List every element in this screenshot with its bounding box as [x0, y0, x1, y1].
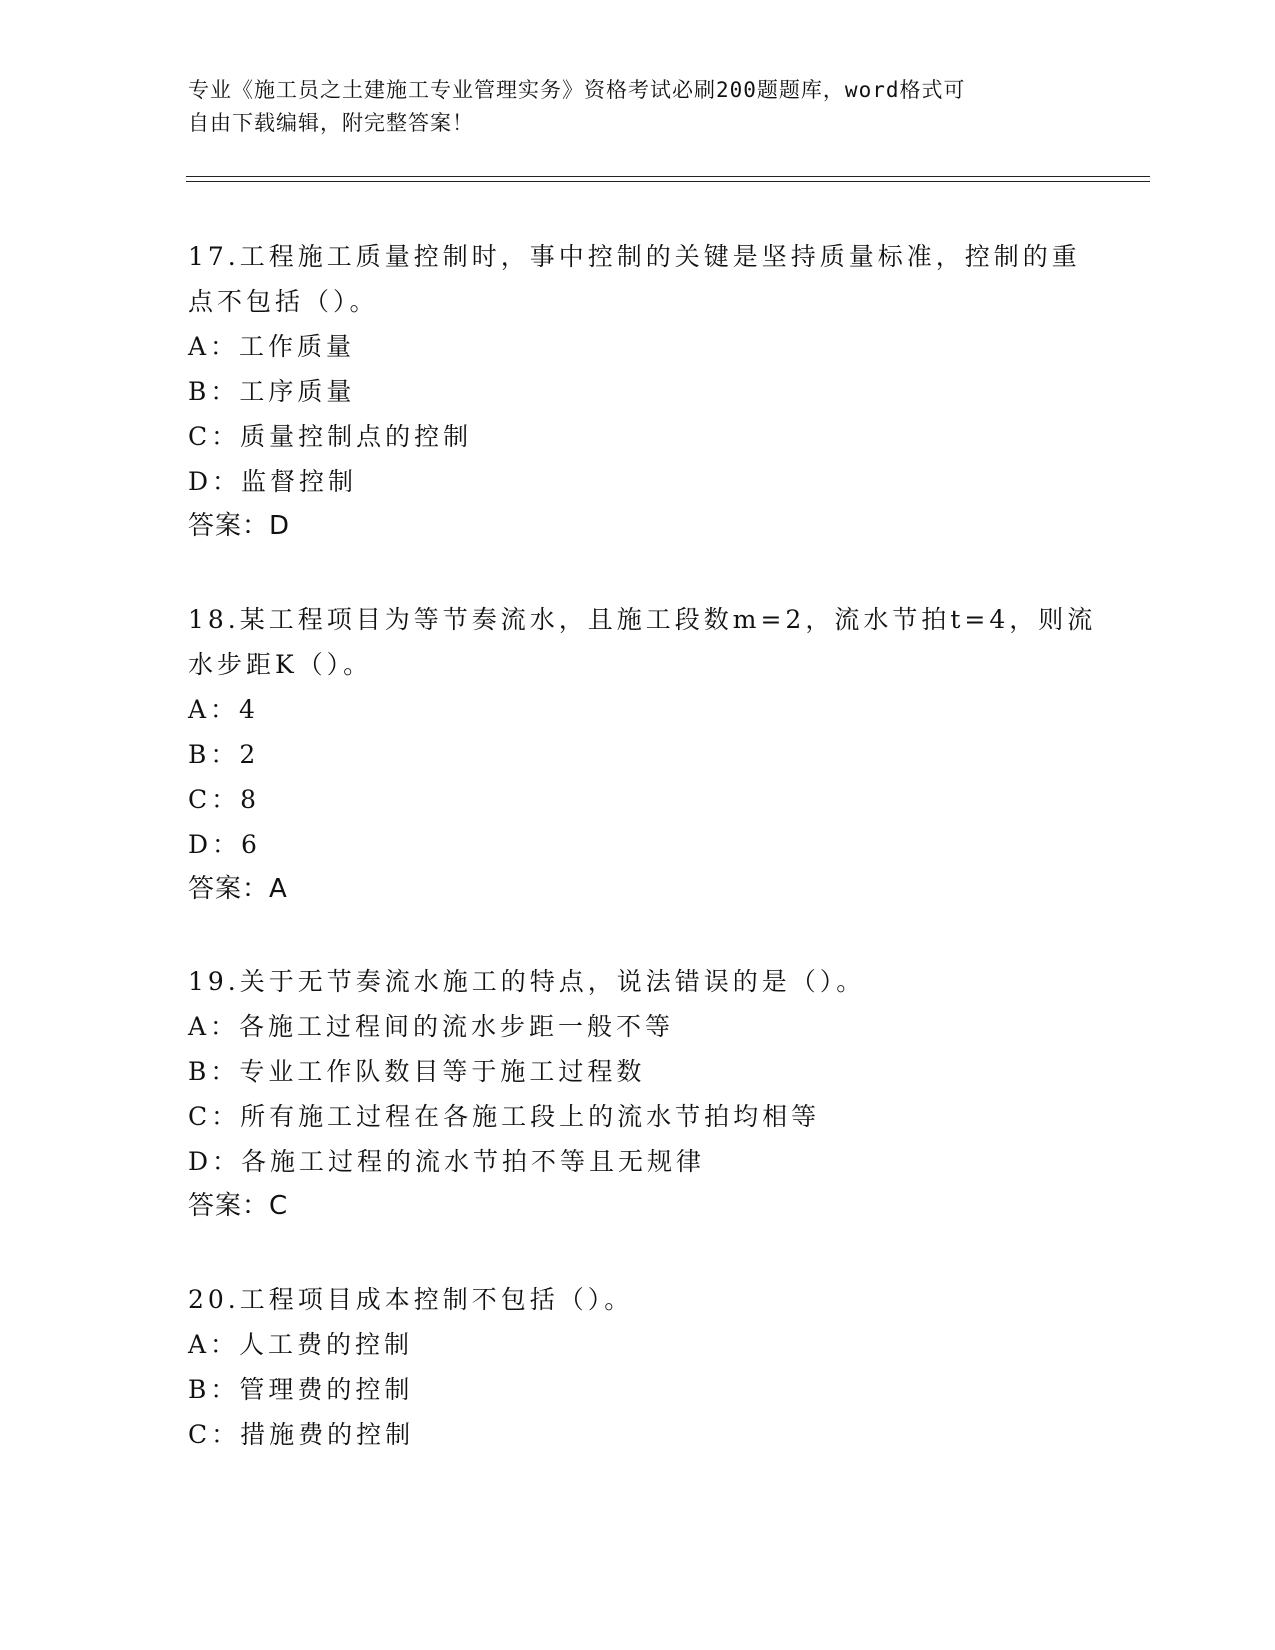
option-c: C：措施费的控制 [188, 1420, 415, 1449]
option-a: A：工作质量 [188, 332, 356, 361]
question-stem: 20.工程项目成本控制不包括（）。 [188, 1285, 634, 1314]
option-b: B：工序质量 [188, 377, 356, 406]
header-line-1: 专业《施工员之土建施工专业管理实务》资格考试必刷200题题库，word格式可 [188, 78, 966, 102]
header-divider-top [186, 176, 1150, 177]
option-a: A：4 [188, 695, 259, 724]
option-d: D：监督控制 [188, 467, 358, 496]
option-b: B：管理费的控制 [188, 1375, 414, 1404]
option-a: A：各施工过程间的流水步距一般不等 [188, 1012, 675, 1041]
question-stem: 17.工程施工质量控制时，事中控制的关键是坚持质量标准，控制的重 [188, 242, 1081, 271]
question-19 [188, 959, 1088, 1229]
answer-line: 答案：D [188, 511, 291, 541]
option-c: C：质量控制点的控制 [188, 422, 473, 451]
option-b: B：2 [188, 740, 260, 769]
option-b: B：专业工作队数目等于施工过程数 [188, 1057, 646, 1086]
header-divider-bottom [186, 181, 1150, 182]
question-stem-continued: 点不包括（）。 [188, 287, 379, 316]
option-c: C：所有施工过程在各施工段上的流水节拍均相等 [188, 1102, 821, 1131]
question-stem: 19.关于无节奏流水施工的特点，说法错误的是（）。 [188, 967, 866, 996]
answer-line: 答案：A [188, 874, 288, 904]
question-17 [188, 234, 1088, 549]
option-a: A：人工费的控制 [188, 1330, 414, 1359]
option-d: D：各施工过程的流水节拍不等且无规律 [188, 1147, 706, 1176]
question-stem-continued: 水步距K（）。 [188, 650, 373, 679]
answer-line: 答案：C [188, 1191, 289, 1221]
option-c: C：8 [188, 785, 261, 814]
document-header [188, 74, 1068, 140]
header-line-2: 自由下载编辑，附完整答案！ [188, 111, 474, 135]
question-18 [188, 597, 1097, 912]
question-stem: 18.某工程项目为等节奏流水，且施工段数m=2，流水节拍t=4，则流 [188, 605, 1097, 634]
option-d: D：6 [188, 830, 261, 859]
question-20 [188, 1277, 1088, 1457]
